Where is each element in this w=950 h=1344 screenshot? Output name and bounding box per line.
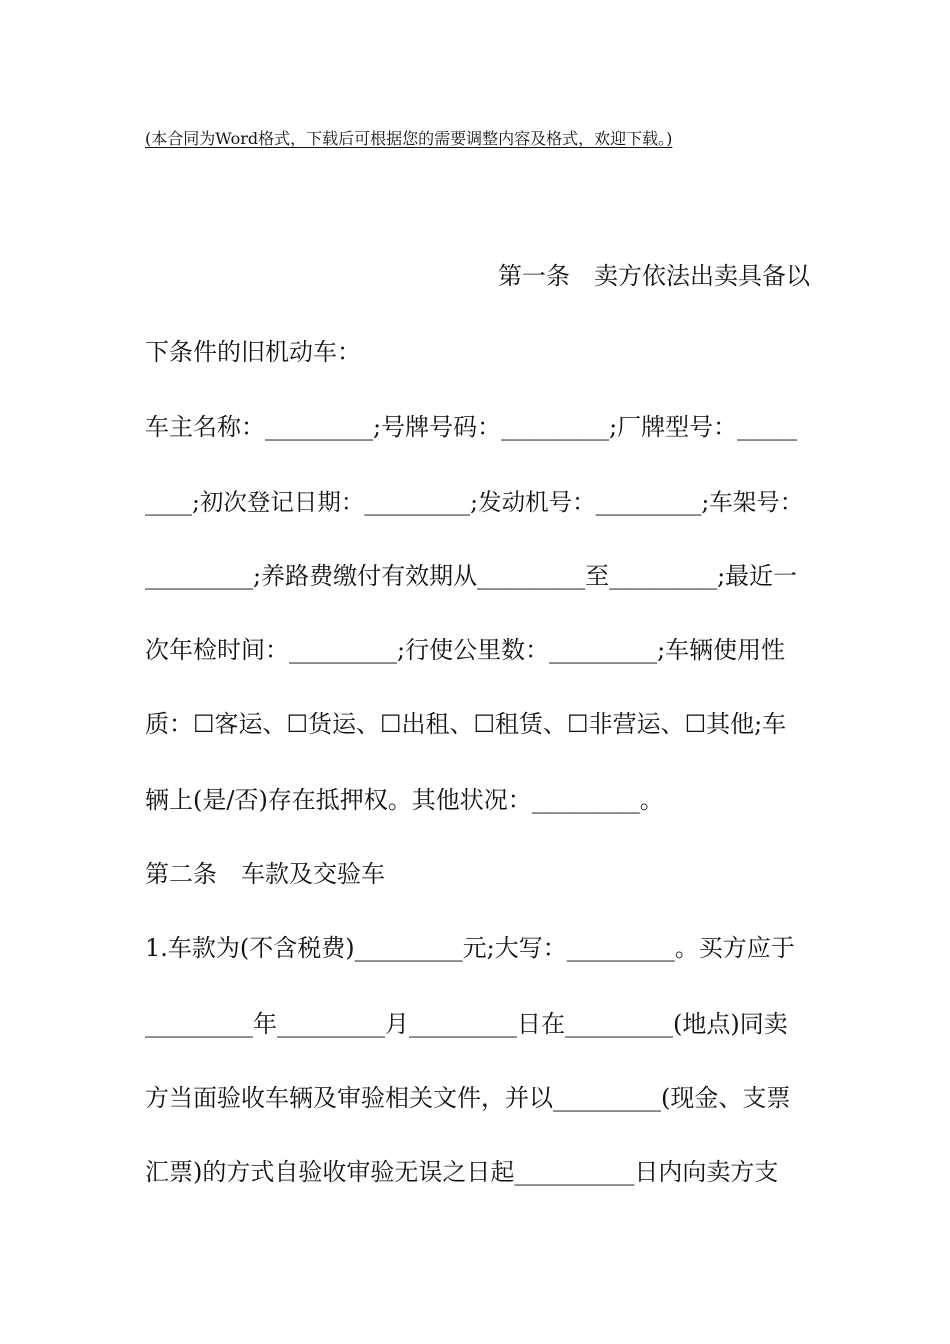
article-1-heading: 第一条 卖方依法出卖具备以 [498, 262, 810, 290]
text-line: 辆上(是/否)存在抵押权。其他状况：_________。 [145, 786, 664, 814]
text-line: 汇票)的方式自验收审验无误之日起__________日内向卖方支 [145, 1158, 779, 1186]
text-line: 车主名称：_________;号牌号码：_________;厂牌型号：_____ [145, 413, 798, 441]
text-line: 1.车款为(不含税费)_________元;大写：_________。买方应于 [145, 934, 795, 962]
text-line: ____;初次登记日期：_________;发动机号：_________;车架号： [145, 488, 804, 516]
text-line: 下条件的旧机动车： [145, 338, 361, 366]
article-2-heading: 第二条 车款及交验车 [145, 860, 385, 888]
text-line: _________年_________月_________日在_________(地点)同卖 [145, 1010, 788, 1038]
header-note: (本合同为Word格式，下载后可根据您的需要调整内容及格式，欢迎下载。) [145, 129, 673, 148]
text-line: 方当面验收车辆及审验相关文件，并以_________(现金、支票 [145, 1084, 791, 1112]
text-line: 次年检时间：_________;行使公里数：_________;车辆使用性 [145, 636, 786, 664]
text-line: _________;养路费缴付有效期从_________至_________;最近一 [145, 562, 798, 590]
text-line: 质：☐客运、☐货运、☐出租、☐租赁、☐非营运、☐其他;车 [145, 710, 787, 738]
